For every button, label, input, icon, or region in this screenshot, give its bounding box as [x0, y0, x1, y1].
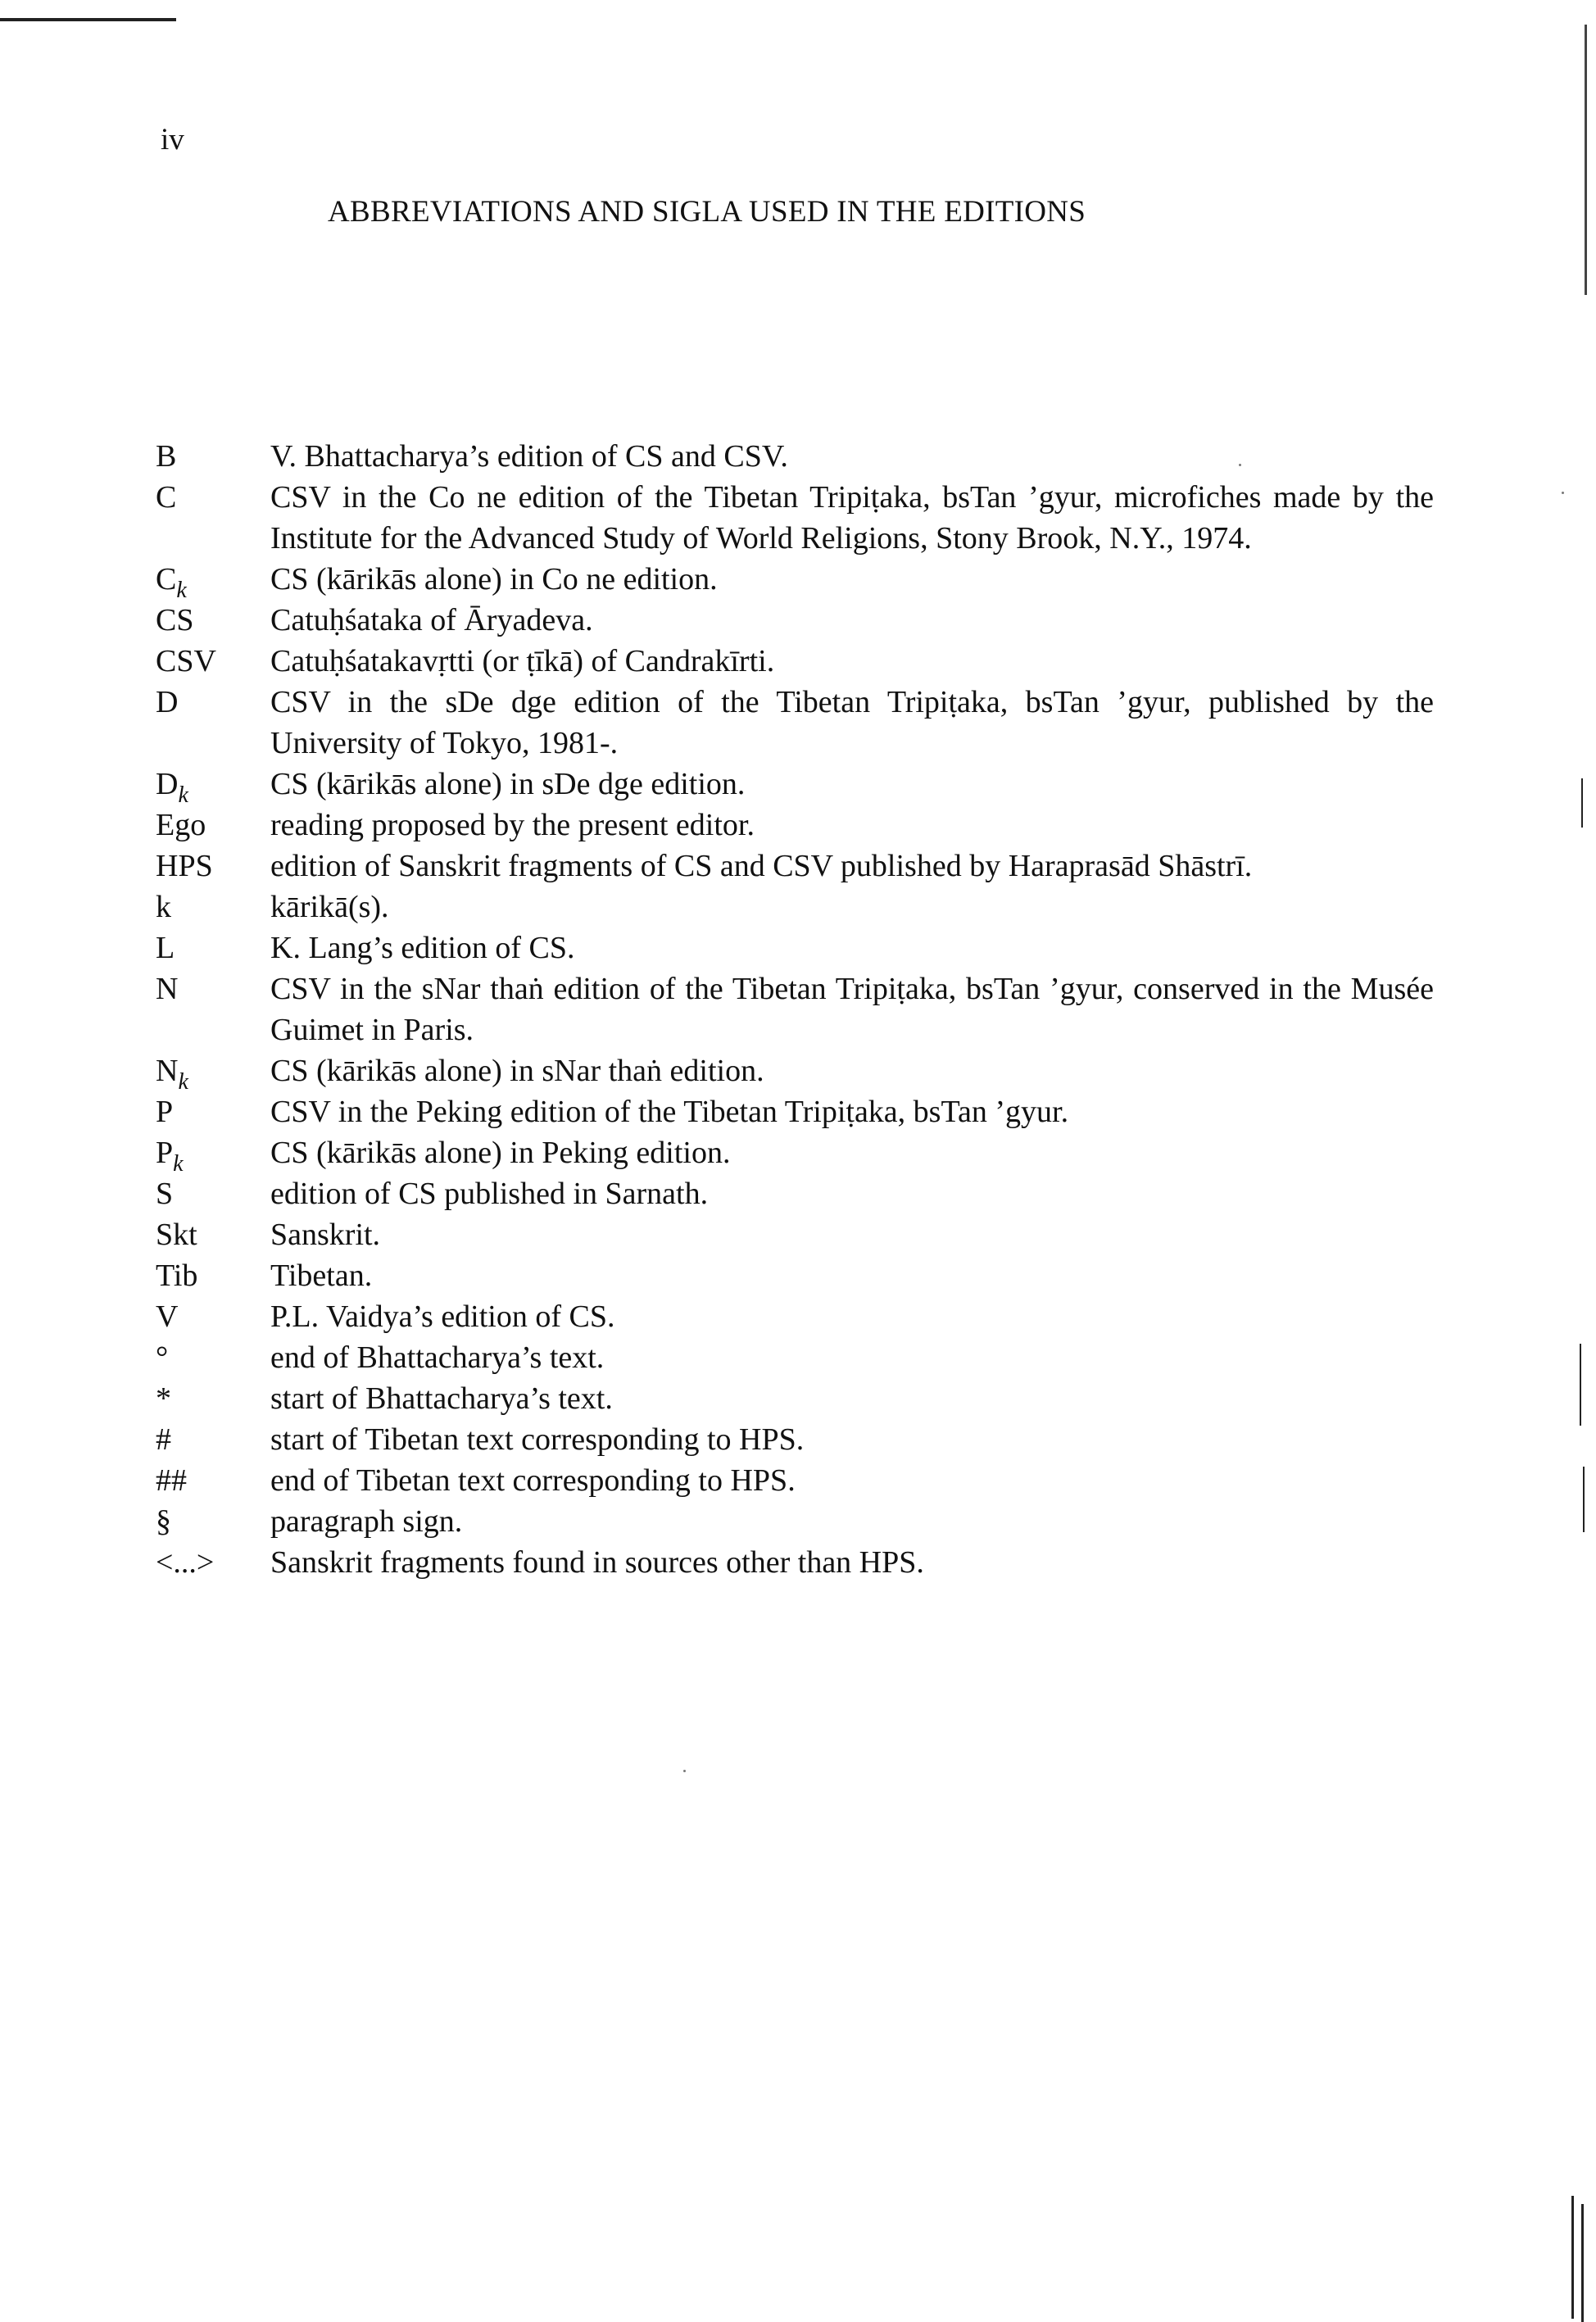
abbreviation-letter: V	[156, 1299, 179, 1334]
scan-speck	[1562, 492, 1564, 494]
abbreviation-letter: Skt	[156, 1218, 197, 1252]
abbreviation-term	[156, 927, 270, 968]
abbreviation-term	[156, 1091, 270, 1132]
abbreviation-term	[156, 1501, 270, 1542]
abbreviation-entry	[156, 1419, 1434, 1460]
abbreviation-letter: *	[156, 1381, 171, 1416]
abbreviation-description: reading proposed by the present editor.	[270, 808, 755, 842]
abbreviation-letter: D	[156, 767, 179, 801]
abbreviation-term	[156, 887, 270, 927]
abbreviation-letter: L	[156, 931, 175, 965]
abbreviation-description: paragraph sign.	[270, 1504, 463, 1539]
abbreviation-entry	[156, 1255, 1434, 1296]
abbreviation-letter: k	[156, 890, 171, 924]
abbreviation-term	[156, 1378, 270, 1419]
abbreviation-entry	[156, 682, 1434, 764]
abbreviation-entry	[156, 641, 1434, 682]
abbreviation-term	[156, 1050, 270, 1095]
abbreviation-entry	[156, 1091, 1434, 1132]
scan-top-rule	[0, 18, 176, 21]
abbreviation-term	[156, 1132, 270, 1177]
scan-speck	[683, 1770, 686, 1772]
abbreviation-letter: C	[156, 562, 177, 596]
abbreviation-entry	[156, 805, 1434, 846]
page-title: ABBREVIATIONS AND SIGLA USED IN THE EDITIONS	[328, 195, 1086, 229]
abbreviation-term	[156, 805, 270, 846]
abbreviation-description: Catuḥśataka of Āryadeva.	[270, 603, 593, 637]
abbreviation-term	[156, 1214, 270, 1255]
page-number: iv	[161, 123, 184, 156]
abbreviation-entry	[156, 1337, 1434, 1378]
abbreviation-letter: Tib	[156, 1259, 198, 1293]
abbreviation-entry	[156, 477, 1434, 559]
abbreviation-letter: D	[156, 685, 179, 719]
abbreviation-description: CS (kārikās alone) in Peking edition.	[270, 1136, 731, 1170]
abbreviation-letter: P	[156, 1136, 174, 1170]
abbreviation-entry	[156, 927, 1434, 968]
abbreviation-letter: CSV	[156, 644, 216, 678]
scan-edge-mark	[1581, 778, 1583, 828]
abbreviation-entry	[156, 1378, 1434, 1419]
abbreviation-letter: °	[156, 1340, 169, 1375]
scan-edge-mark	[1583, 1467, 1585, 1532]
abbreviation-description: V. Bhattacharya’s edition of CS and CSV.	[270, 439, 788, 474]
abbreviation-entry	[156, 1132, 1434, 1177]
scan-edge-mark	[1581, 2204, 1584, 2322]
abbreviation-subscript: k	[176, 578, 187, 603]
abbreviation-description: CS (kārikās alone) in Co ne edition.	[270, 562, 718, 596]
abbreviation-letter: ##	[156, 1463, 187, 1498]
scan-edge-mark	[1580, 1344, 1581, 1426]
abbreviation-description: edition of Sanskrit fragments of CS and CSV published by Haraprasād Shāstrī.	[270, 849, 1253, 883]
abbreviation-subscript: k	[178, 782, 188, 808]
abbreviation-entry	[156, 559, 1434, 603]
abbreviation-term	[156, 846, 270, 887]
abbreviation-entry	[156, 1214, 1434, 1255]
abbreviation-term	[156, 764, 270, 808]
abbreviation-description: CS (kārikās alone) in sDe dge edition.	[270, 767, 746, 801]
abbreviation-letter: §	[156, 1504, 171, 1539]
abbreviation-description: end of Bhattacharya’s text.	[270, 1340, 605, 1375]
abbreviation-subscript: k	[173, 1151, 184, 1177]
abbreviation-letter: HPS	[156, 849, 213, 883]
abbreviation-letter: C	[156, 480, 177, 515]
abbreviation-term	[156, 600, 270, 641]
abbreviation-letter: N	[156, 972, 179, 1006]
abbreviation-entry	[156, 887, 1434, 927]
scan-right-edge	[1585, 25, 1587, 295]
abbreviation-description: CSV in the Peking edition of the Tibetan Tripiṭaka, bsTan ’gyur.	[270, 1095, 1069, 1129]
abbreviation-entry	[156, 1050, 1434, 1095]
abbreviation-term	[156, 1173, 270, 1214]
abbreviation-letter: #	[156, 1422, 171, 1457]
abbreviation-entry	[156, 846, 1434, 887]
abbreviation-entry	[156, 1173, 1434, 1214]
abbreviation-term	[156, 477, 270, 518]
abbreviation-term	[156, 1337, 270, 1378]
abbreviation-entry	[156, 1542, 1434, 1583]
abbreviation-term	[156, 559, 270, 603]
abbreviation-letter: Ego	[156, 808, 206, 842]
abbreviation-letter: B	[156, 439, 177, 474]
abbreviation-description: Sanskrit.	[270, 1218, 381, 1252]
abbreviation-term	[156, 682, 270, 723]
abbreviation-entry	[156, 764, 1434, 808]
abbreviation-term	[156, 641, 270, 682]
abbreviation-entry	[156, 436, 1434, 477]
abbreviation-term	[156, 1460, 270, 1501]
abbreviation-letter: N	[156, 1054, 179, 1088]
abbreviation-letter: CS	[156, 603, 194, 637]
abbreviation-description: K. Lang’s edition of CS.	[270, 931, 575, 965]
abbreviation-description: CS (kārikās alone) in sNar thaṅ edition.	[270, 1054, 764, 1088]
abbreviation-entry	[156, 1460, 1434, 1501]
abbreviation-description: edition of CS published in Sarnath.	[270, 1177, 709, 1211]
scan-edge-mark	[1571, 2196, 1574, 2319]
abbreviation-term	[156, 1419, 270, 1460]
abbreviation-description: start of Bhattacharya’s text.	[270, 1381, 613, 1416]
abbreviation-term	[156, 968, 270, 1009]
abbreviation-description: CSV in the sDe dge edition of the Tibetan Tripiṭaka, bsTan ’gyur, published by the University of Tokyo, 1981-.	[270, 685, 1434, 760]
abbreviation-term	[156, 1296, 270, 1337]
abbreviation-description: P.L. Vaidya’s edition of CS.	[270, 1299, 615, 1334]
abbreviation-letter: P	[156, 1095, 174, 1129]
abbreviation-term	[156, 1542, 270, 1583]
abbreviation-description: Tibetan.	[270, 1259, 373, 1293]
abbreviation-description: start of Tibetan text corresponding to HPS.	[270, 1422, 805, 1457]
abbreviation-description: CSV in the Co ne edition of the Tibetan Tripiṭaka, bsTan ’gyur, microfiches made by the Institute for the Advanced Study of World Religions, Stony Brook, N.Y., 1974.	[270, 480, 1434, 556]
abbreviation-description: Sanskrit fragments found in sources other than HPS.	[270, 1545, 924, 1580]
abbreviation-list	[156, 436, 1434, 1583]
abbreviation-description: CSV in the sNar thaṅ edition of the Tibetan Tripiṭaka, bsTan ’gyur, conserved in the Musée Guimet in Paris.	[270, 972, 1434, 1047]
abbreviation-term	[156, 1255, 270, 1296]
abbreviation-description: end of Tibetan text corresponding to HPS.	[270, 1463, 796, 1498]
abbreviation-subscript: k	[178, 1069, 188, 1095]
abbreviation-entry	[156, 968, 1434, 1050]
abbreviation-description: Catuḥśatakavṛtti (or ṭīkā) of Candrakīrti.	[270, 644, 775, 678]
abbreviation-entry	[156, 1296, 1434, 1337]
abbreviation-letter: S	[156, 1177, 174, 1211]
abbreviation-letter: <...>	[156, 1545, 215, 1580]
abbreviation-entry	[156, 1501, 1434, 1542]
abbreviation-entry	[156, 600, 1434, 641]
abbreviation-description: kārikā(s).	[270, 890, 389, 924]
abbreviation-term	[156, 436, 270, 477]
